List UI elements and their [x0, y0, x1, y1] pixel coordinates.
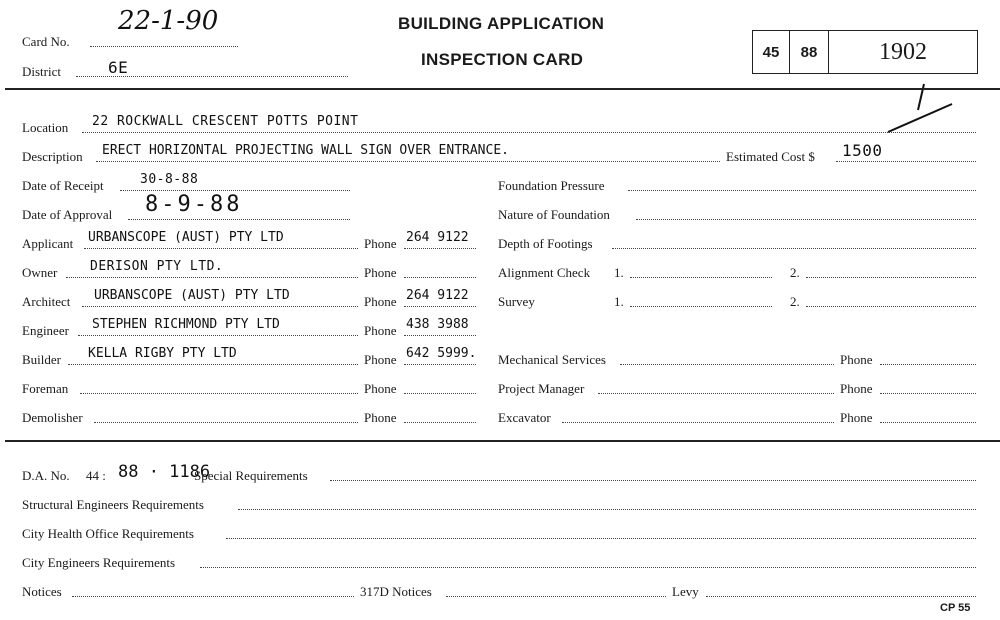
mechanical-services-line — [620, 364, 834, 365]
foreman-label: Foreman — [22, 381, 69, 396]
box-cell-2: 88 — [790, 31, 829, 73]
engineer-phone: 438 3988 — [406, 317, 469, 332]
mechanical-phone-label: Phone — [840, 352, 873, 367]
architect-line — [82, 306, 358, 307]
structural-requirements-label: Structural Engineers Requirements — [22, 497, 204, 512]
notices-line — [72, 596, 354, 597]
demolisher-phone-label: Phone — [364, 410, 397, 425]
applicant-phone-line — [404, 248, 476, 249]
engineer-value: STEPHEN RICHMOND PTY LTD — [92, 317, 280, 332]
box-cell-3: 1902 — [879, 38, 927, 65]
engineer-line — [78, 335, 358, 336]
card-no-value: 22-1-90 — [118, 6, 219, 36]
alignment-n2: 2. — [790, 265, 800, 280]
da-prefix: 44 : — [86, 468, 106, 483]
builder-value: KELLA RIGBY PTY LTD — [88, 346, 237, 361]
city-engineers-label: City Engineers Requirements — [22, 555, 176, 570]
date-approval-value: 8-9-88 — [145, 192, 243, 217]
engineer-phone-line — [404, 335, 476, 336]
box-cell-1: 45 — [753, 31, 790, 73]
owner-phone-line — [404, 277, 476, 278]
builder-phone-line — [404, 364, 476, 365]
card-no-line — [90, 46, 238, 47]
title-line2: INSPECTION CARD — [421, 50, 584, 69]
location-label: Location — [22, 120, 69, 135]
architect-phone: 264 9122 — [406, 288, 469, 303]
da-value: 88 · 1186 — [118, 462, 211, 482]
foreman-line — [80, 393, 358, 394]
depth-footings-line — [612, 248, 976, 249]
alignment-n1: 1. — [614, 265, 624, 280]
builder-line — [68, 364, 358, 365]
estimated-cost-label: Estimated Cost $ — [726, 149, 815, 164]
date-receipt-line — [120, 190, 350, 191]
demolisher-phone-line — [404, 422, 476, 423]
builder-phone: 642 5999. — [406, 346, 477, 361]
owner-value: DERISON PTY LTD. — [90, 259, 224, 274]
applicant-phone-label: Phone — [364, 236, 397, 251]
survey-label: Survey — [498, 294, 535, 309]
form-code: CP 55 — [940, 602, 971, 614]
district-label: District — [22, 64, 61, 79]
survey-n1: 1. — [614, 294, 624, 309]
owner-line — [66, 277, 358, 278]
foreman-phone-line — [404, 393, 476, 394]
applicant-phone: 264 9122 — [406, 230, 469, 245]
architect-label: Architect — [22, 294, 71, 309]
excavator-phone-label: Phone — [840, 410, 873, 425]
top-rule — [5, 88, 1000, 90]
nature-foundation-label: Nature of Foundation — [498, 207, 610, 222]
date-receipt-label: Date of Receipt — [22, 178, 104, 193]
architect-phone-line — [404, 306, 476, 307]
survey-line-1 — [630, 306, 772, 307]
estimated-cost-line — [836, 161, 976, 162]
survey-line-2 — [806, 306, 976, 307]
engineer-label: Engineer — [22, 323, 69, 338]
survey-n2: 2. — [790, 294, 800, 309]
alignment-line-1 — [630, 277, 772, 278]
demolisher-line — [94, 422, 358, 423]
alignment-line-2 — [806, 277, 976, 278]
structural-requirements-line — [238, 509, 976, 510]
estimated-cost-value: 1500 — [842, 141, 883, 160]
owner-phone-label: Phone — [364, 265, 397, 280]
description-label: Description — [22, 149, 83, 164]
special-requirements-line — [330, 480, 976, 481]
builder-phone-label: Phone — [364, 352, 397, 367]
excavator-line — [562, 422, 834, 423]
project-manager-phone-line — [880, 393, 976, 394]
applicant-line — [84, 248, 358, 249]
location-value: 22 ROCKWALL CRESCENT POTTS POINT — [92, 114, 359, 129]
project-manager-label: Project Manager — [498, 381, 585, 396]
excavator-label: Excavator — [498, 410, 551, 425]
date-receipt-value: 30-8-88 — [140, 172, 199, 187]
owner-label: Owner — [22, 265, 58, 280]
builder-label: Builder — [22, 352, 61, 367]
levy-line — [706, 596, 976, 597]
notices-label: Notices — [22, 584, 62, 599]
location-line — [82, 132, 976, 133]
mechanical-services-label: Mechanical Services — [498, 352, 606, 367]
mechanical-phone-line — [880, 364, 976, 365]
middle-rule — [5, 440, 1000, 442]
demolisher-label: Demolisher — [22, 410, 83, 425]
health-requirements-line — [226, 538, 976, 539]
architect-value: URBANSCOPE (AUST) PTY LTD — [94, 288, 290, 303]
notices-317d-line — [446, 596, 666, 597]
foundation-pressure-label: Foundation Pressure — [498, 178, 605, 193]
depth-footings-label: Depth of Footings — [498, 236, 593, 251]
applicant-value: URBANSCOPE (AUST) PTY LTD — [88, 230, 284, 245]
date-approval-line — [128, 219, 350, 220]
special-requirements-label: Special Requirements — [194, 468, 308, 483]
alignment-check-label: Alignment Check — [498, 265, 591, 280]
district-value: 6E — [108, 58, 129, 77]
date-approval-label: Date of Approval — [22, 207, 113, 222]
architect-phone-label: Phone — [364, 294, 397, 309]
card-no-label: Card No. — [22, 34, 70, 49]
excavator-phone-line — [880, 422, 976, 423]
health-requirements-label: City Health Office Requirements — [22, 526, 194, 541]
description-value: ERECT HORIZONTAL PROJECTING WALL SIGN OVER ENTRANCE. — [102, 143, 509, 158]
project-manager-line — [598, 393, 834, 394]
project-manager-phone-label: Phone — [840, 381, 873, 396]
title-line1: BUILDING APPLICATION — [398, 14, 605, 33]
foundation-pressure-line — [628, 190, 976, 191]
da-no-label: D.A. No. — [22, 468, 70, 483]
foreman-phone-label: Phone — [364, 381, 397, 396]
levy-label: Levy — [672, 584, 699, 599]
reference-box — [752, 30, 978, 74]
nature-foundation-line — [636, 219, 976, 220]
applicant-label: Applicant — [22, 236, 74, 251]
engineer-phone-label: Phone — [364, 323, 397, 338]
city-engineers-line — [200, 567, 976, 568]
notices-317d-label: 317D Notices — [360, 584, 432, 599]
description-line — [96, 161, 720, 162]
